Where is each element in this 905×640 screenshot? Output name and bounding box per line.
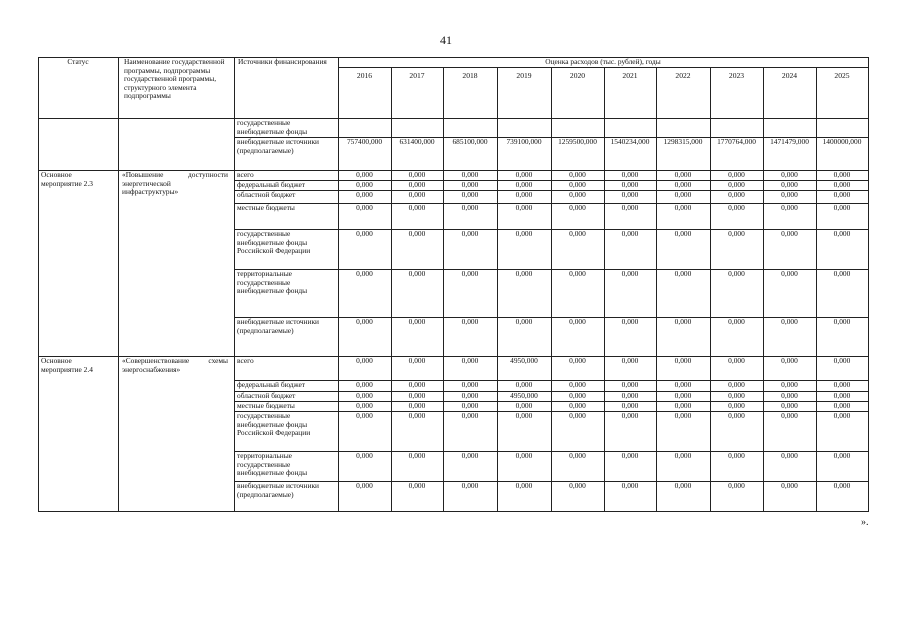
value-cell: 0,000 [461, 401, 479, 410]
value-cell: 0,000 [515, 180, 533, 189]
value-cell: 0,000 [833, 317, 851, 326]
value-cell: 0,000 [728, 170, 745, 179]
value-cell: 0,000 [621, 411, 639, 420]
source-label: федеральный бюджет [237, 380, 306, 389]
value-cell: 0,000 [569, 269, 586, 278]
value-cell: 0,000 [728, 203, 745, 212]
value-cell: 0,000 [569, 356, 586, 365]
closing-quote-mark: ». [861, 517, 869, 528]
value-cell: 685100,000 [452, 137, 488, 146]
value-cell: 0,000 [461, 190, 479, 199]
value-cell: 0,000 [674, 481, 692, 490]
value-cell: 0,000 [833, 269, 851, 278]
value-cell: 1471479,000 [770, 137, 809, 146]
table-rule [234, 57, 235, 512]
value-cell: 0,000 [781, 190, 798, 199]
value-cell: 0,000 [728, 391, 745, 400]
measure-name: «Совершенствование схемы энергоснабжения» [122, 356, 228, 374]
value-cell: 0,000 [569, 190, 586, 199]
value-cell: 0,000 [833, 411, 851, 420]
value-cell: 0,000 [515, 380, 533, 389]
year-header: 2016 [356, 71, 373, 80]
table-rule [604, 67, 605, 512]
year-header: 2019 [516, 71, 532, 80]
value-cell: 0,000 [833, 356, 851, 365]
value-cell: 0,000 [781, 401, 798, 410]
value-cell: 0,000 [833, 203, 851, 212]
value-cell: 0,000 [408, 451, 426, 460]
value-cell: 0,000 [621, 190, 639, 199]
value-cell: 0,000 [461, 411, 479, 420]
value-cell: 0,000 [728, 401, 745, 410]
source-label: областной бюджет [237, 391, 296, 400]
value-cell: 0,000 [833, 229, 851, 238]
table-rule [497, 67, 498, 512]
value-cell: 0,000 [728, 190, 745, 199]
value-cell: 0,000 [781, 203, 798, 212]
value-cell: 0,000 [621, 180, 639, 189]
value-cell: 0,000 [621, 317, 639, 326]
value-cell: 0,000 [569, 391, 586, 400]
value-cell: 0,000 [833, 380, 851, 389]
value-cell: 757400,000 [346, 137, 383, 146]
value-cell: 0,000 [781, 180, 798, 189]
value-cell: 4950,000 [510, 356, 538, 365]
source-label: всего [237, 356, 254, 365]
value-cell: 0,000 [621, 170, 639, 179]
value-cell: 0,000 [674, 170, 692, 179]
value-cell: 0,000 [408, 380, 426, 389]
value-cell: 0,000 [356, 356, 373, 365]
value-cell: 0,000 [408, 180, 426, 189]
value-cell: 0,000 [674, 203, 692, 212]
table-rule [338, 57, 339, 512]
year-header: 2023 [728, 71, 745, 80]
value-cell: 0,000 [728, 451, 745, 460]
table-rule [710, 67, 711, 512]
value-cell: 0,000 [781, 170, 798, 179]
value-cell: 0,000 [569, 203, 586, 212]
table-rule [763, 67, 764, 512]
value-cell: 0,000 [408, 481, 426, 490]
value-cell: 0,000 [461, 180, 479, 189]
value-cell: 0,000 [515, 451, 533, 460]
value-cell: 0,000 [674, 269, 692, 278]
measure-status: Основное мероприятие 2.3 [41, 170, 93, 188]
value-cell: 1400000,000 [822, 137, 862, 146]
source-label: территориальные государственные внебюджетные фонды [237, 451, 308, 478]
value-cell: 0,000 [461, 317, 479, 326]
value-cell: 0,000 [461, 451, 479, 460]
source-label: федеральный бюджет [237, 180, 306, 189]
value-cell: 0,000 [781, 356, 798, 365]
value-cell: 0,000 [621, 451, 639, 460]
value-cell: 0,000 [781, 411, 798, 420]
value-cell: 0,000 [408, 411, 426, 420]
table-rule [391, 67, 392, 512]
table-rule [38, 57, 39, 512]
value-cell: 0,000 [408, 401, 426, 410]
value-cell: 0,000 [674, 317, 692, 326]
value-cell: 0,000 [461, 391, 479, 400]
year-header: 2025 [834, 71, 850, 80]
value-cell: 0,000 [674, 391, 692, 400]
value-cell: 0,000 [408, 190, 426, 199]
year-header: 2024 [781, 71, 798, 80]
source-label: внебюджетные источники (предполагаемые) [237, 317, 320, 335]
table-rule [38, 511, 869, 512]
source-label: государственные внебюджетные фонды Российской Федерации [237, 411, 311, 438]
value-cell: 0,000 [728, 380, 745, 389]
value-cell: 0,000 [356, 380, 373, 389]
value-cell: 0,000 [569, 229, 586, 238]
value-cell: 0,000 [674, 451, 692, 460]
value-cell: 0,000 [621, 229, 639, 238]
source-label: внебюджетные источники (предполагаемые) [237, 481, 320, 499]
value-cell: 0,000 [728, 269, 745, 278]
value-cell: 0,000 [781, 391, 798, 400]
value-cell: 0,000 [408, 269, 426, 278]
value-cell: 4950,000 [510, 391, 538, 400]
value-cell: 0,000 [461, 356, 479, 365]
value-cell: 0,000 [569, 481, 586, 490]
value-cell: 0,000 [569, 180, 586, 189]
source-label: внебюджетные источники (предполагаемые) [237, 137, 320, 155]
column-header-sources: Источники финансирования [238, 57, 327, 66]
value-cell: 0,000 [461, 229, 479, 238]
value-cell: 0,000 [569, 401, 586, 410]
value-cell: 0,000 [621, 269, 639, 278]
table-rule [38, 118, 869, 119]
value-cell: 0,000 [674, 180, 692, 189]
year-header: 2018 [462, 71, 478, 80]
value-cell: 0,000 [356, 411, 373, 420]
value-cell: 739100,000 [506, 137, 542, 146]
source-label: местные бюджеты [237, 203, 295, 212]
year-header: 2022 [675, 71, 691, 80]
value-cell: 0,000 [674, 411, 692, 420]
value-cell: 0,000 [408, 356, 426, 365]
source-label: местные бюджеты [237, 401, 295, 410]
source-label: областной бюджет [237, 190, 296, 199]
value-cell: 0,000 [728, 180, 745, 189]
value-cell: 0,000 [356, 170, 373, 179]
source-label: государственные внебюджетные фонды Российской Федерации [237, 229, 311, 256]
table-rule [656, 67, 657, 512]
value-cell: 0,000 [356, 391, 373, 400]
value-cell: 0,000 [356, 401, 373, 410]
value-cell: 0,000 [621, 380, 639, 389]
value-cell: 0,000 [833, 451, 851, 460]
column-header-status: Статус [67, 57, 89, 66]
column-header-name: Наименование государственной программы, подпрограммы государственной программы, структурного элемента подпрограммы [124, 57, 225, 101]
value-cell: 0,000 [408, 229, 426, 238]
value-cell: 0,000 [569, 380, 586, 389]
value-cell: 1770764,000 [717, 137, 756, 146]
value-cell: 0,000 [621, 356, 639, 365]
value-cell: 0,000 [461, 481, 479, 490]
value-cell: 631400,000 [399, 137, 435, 146]
value-cell: 0,000 [674, 190, 692, 199]
value-cell: 0,000 [781, 229, 798, 238]
value-cell: 0,000 [621, 401, 639, 410]
value-cell: 0,000 [356, 269, 373, 278]
value-cell: 0,000 [674, 380, 692, 389]
source-label: всего [237, 170, 254, 179]
table-rule [816, 67, 817, 512]
column-header-estimate: Оценка расходов (тыс. рублей), годы [545, 57, 661, 66]
year-header: 2017 [409, 71, 425, 80]
value-cell: 1298315,000 [663, 137, 703, 146]
value-cell: 0,000 [356, 203, 373, 212]
value-cell: 0,000 [621, 481, 639, 490]
value-cell: 0,000 [515, 411, 533, 420]
value-cell: 0,000 [833, 180, 851, 189]
value-cell: 0,000 [356, 180, 373, 189]
measure-status: Основное мероприятие 2.4 [41, 356, 93, 374]
value-cell: 0,000 [781, 451, 798, 460]
value-cell: 0,000 [461, 380, 479, 389]
value-cell: 0,000 [569, 317, 586, 326]
table-rule [443, 67, 444, 512]
value-cell: 0,000 [674, 356, 692, 365]
value-cell: 0,000 [356, 481, 373, 490]
value-cell: 0,000 [515, 203, 533, 212]
value-cell: 0,000 [728, 229, 745, 238]
value-cell: 0,000 [674, 401, 692, 410]
measure-name: «Повышение доступности энергетической инфраструктуры» [122, 170, 228, 197]
value-cell: 0,000 [728, 481, 745, 490]
value-cell: 0,000 [356, 190, 373, 199]
value-cell: 0,000 [408, 170, 426, 179]
value-cell: 0,000 [728, 356, 745, 365]
value-cell: 0,000 [408, 391, 426, 400]
value-cell: 0,000 [515, 269, 533, 278]
value-cell: 0,000 [781, 481, 798, 490]
source-label: государственные внебюджетные фонды [237, 118, 308, 136]
value-cell: 0,000 [356, 451, 373, 460]
year-header: 2021 [622, 71, 638, 80]
value-cell: 0,000 [781, 380, 798, 389]
value-cell: 0,000 [781, 317, 798, 326]
value-cell: 0,000 [515, 401, 533, 410]
value-cell: 0,000 [674, 229, 692, 238]
value-cell: 0,000 [515, 190, 533, 199]
table-rule [551, 67, 552, 512]
value-cell: 0,000 [833, 391, 851, 400]
value-cell: 0,000 [408, 203, 426, 212]
value-cell: 0,000 [515, 170, 533, 179]
value-cell: 0,000 [569, 411, 586, 420]
value-cell: 0,000 [833, 481, 851, 490]
value-cell: 0,000 [833, 401, 851, 410]
value-cell: 0,000 [461, 170, 479, 179]
value-cell: 0,000 [833, 190, 851, 199]
value-cell: 0,000 [781, 269, 798, 278]
value-cell: 0,000 [461, 269, 479, 278]
value-cell: 0,000 [569, 451, 586, 460]
value-cell: 0,000 [356, 229, 373, 238]
table-rule [118, 57, 119, 512]
value-cell: 1540234,000 [610, 137, 650, 146]
year-header: 2020 [569, 71, 586, 80]
table-rule [868, 57, 869, 512]
value-cell: 0,000 [621, 203, 639, 212]
source-label: территориальные государственные внебюджетные фонды [237, 269, 308, 296]
value-cell: 0,000 [569, 170, 586, 179]
value-cell: 0,000 [515, 481, 533, 490]
page-number: 41 [440, 33, 452, 47]
value-cell: 0,000 [728, 317, 745, 326]
value-cell: 0,000 [728, 411, 745, 420]
value-cell: 0,000 [833, 170, 851, 179]
value-cell: 1259500,000 [558, 137, 597, 146]
value-cell: 0,000 [356, 317, 373, 326]
value-cell: 0,000 [621, 391, 639, 400]
value-cell: 0,000 [515, 317, 533, 326]
value-cell: 0,000 [461, 203, 479, 212]
value-cell: 0,000 [408, 317, 426, 326]
value-cell: 0,000 [515, 229, 533, 238]
